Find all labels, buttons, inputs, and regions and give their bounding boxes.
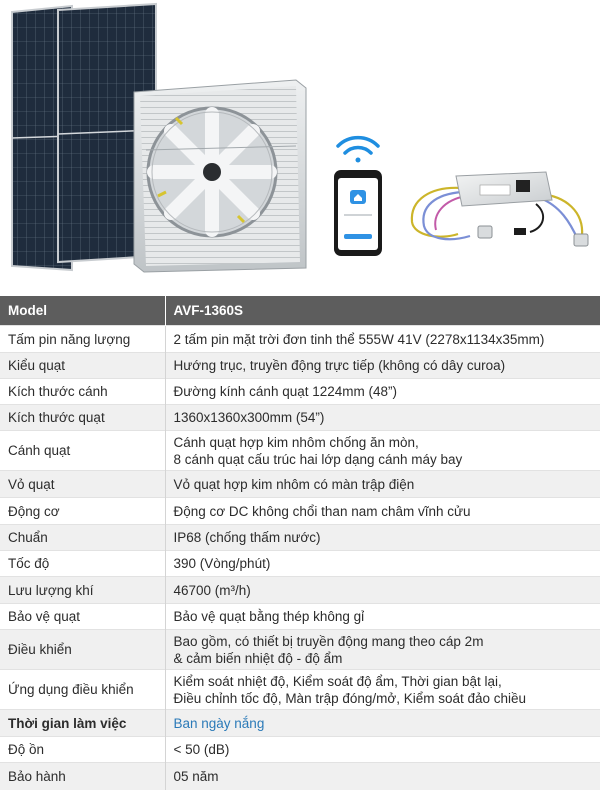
spec-label: Bảo hành — [0, 763, 165, 790]
spec-row-control-app — [0, 670, 600, 710]
spec-row-working-time — [0, 710, 600, 737]
spec-value: IP68 (chống thấm nước) — [165, 525, 600, 551]
spec-row-motor — [0, 498, 600, 525]
spec-label: Điều khiển — [0, 630, 165, 670]
header-label: Model — [0, 296, 165, 326]
spec-value: 2 tấm pin mặt trời đơn tinh thể 555W 41V (2278x1134x35mm) — [165, 326, 600, 353]
controller-unit — [412, 172, 588, 246]
spec-value: Đường kính cánh quạt 1224mm (48”) — [165, 379, 600, 405]
spec-value: 1360x1360x300mm (54”) — [165, 405, 600, 431]
spec-value: Kiểm soát nhiệt độ, Kiểm soát độ ẩm, Thời gian bật lại, Điều chỉnh tốc độ, Màn trập đóng/mở, Kiểm soát đảo chiều — [165, 670, 600, 710]
spec-value: Hướng trục, truyền động trực tiếp (không có dây curoa) — [165, 353, 600, 379]
spec-table — [0, 296, 600, 790]
spec-label: Kiểu quạt — [0, 353, 165, 379]
spec-row-standard — [0, 525, 600, 551]
wifi-icon — [338, 138, 378, 163]
spec-row-noise — [0, 737, 600, 763]
spec-label: Tấm pin năng lượng — [0, 326, 165, 353]
spec-row-fan-guard — [0, 604, 600, 630]
spec-label: Kích thước quạt — [0, 405, 165, 431]
spec-label: Cánh quạt — [0, 431, 165, 471]
spec-row-control — [0, 630, 600, 670]
spec-row-warranty — [0, 763, 600, 790]
spec-value: Cánh quạt hợp kim nhôm chống ăn mòn, 8 cánh quạt cấu trúc hai lớp dạng cánh máy bay — [165, 431, 600, 471]
spec-value: Bao gồm, có thiết bị truyền động mang theo cáp 2m & cảm biến nhiệt độ - độ ẩm — [165, 630, 600, 670]
spec-label: Động cơ — [0, 498, 165, 525]
spec-row-blade-size — [0, 379, 600, 405]
spec-row-blades — [0, 431, 600, 471]
spec-value: Động cơ DC không chổi than nam châm vĩnh cửu — [165, 498, 600, 525]
spec-row-fan-type — [0, 353, 600, 379]
spec-value: Bảo vệ quạt bằng thép không gỉ — [165, 604, 600, 630]
spec-value: 46700 (m³/h) — [165, 577, 600, 604]
spec-row-airflow — [0, 577, 600, 604]
spec-row-fan-size — [0, 405, 600, 431]
spec-table-header — [0, 296, 600, 326]
header-model-value: AVF-1360S — [165, 296, 600, 326]
spec-label: Chuẩn — [0, 525, 165, 551]
exhaust-fan — [134, 80, 306, 272]
spec-label: Bảo vệ quạt — [0, 604, 165, 630]
spec-label: Lưu lượng khí — [0, 577, 165, 604]
spec-row-speed — [0, 551, 600, 577]
spec-value: Ban ngày nắng — [165, 710, 600, 737]
smartphone — [334, 170, 382, 256]
spec-value: < 50 (dB) — [165, 737, 600, 763]
spec-label: Độ ồn — [0, 737, 165, 763]
spec-value: 05 năm — [165, 763, 600, 790]
product-hero-image — [0, 0, 600, 296]
spec-label: Thời gian làm việc — [0, 710, 165, 737]
spec-label: Vỏ quạt — [0, 471, 165, 498]
spec-label: Ứng dụng điều khiển — [0, 670, 165, 710]
spec-value: Vỏ quạt hợp kim nhôm có màn trập điện — [165, 471, 600, 498]
spec-value: 390 (Vòng/phút) — [165, 551, 600, 577]
spec-row-solar-panel — [0, 326, 600, 353]
spec-label: Tốc độ — [0, 551, 165, 577]
spec-label: Kích thước cánh — [0, 379, 165, 405]
spec-row-housing — [0, 471, 600, 498]
